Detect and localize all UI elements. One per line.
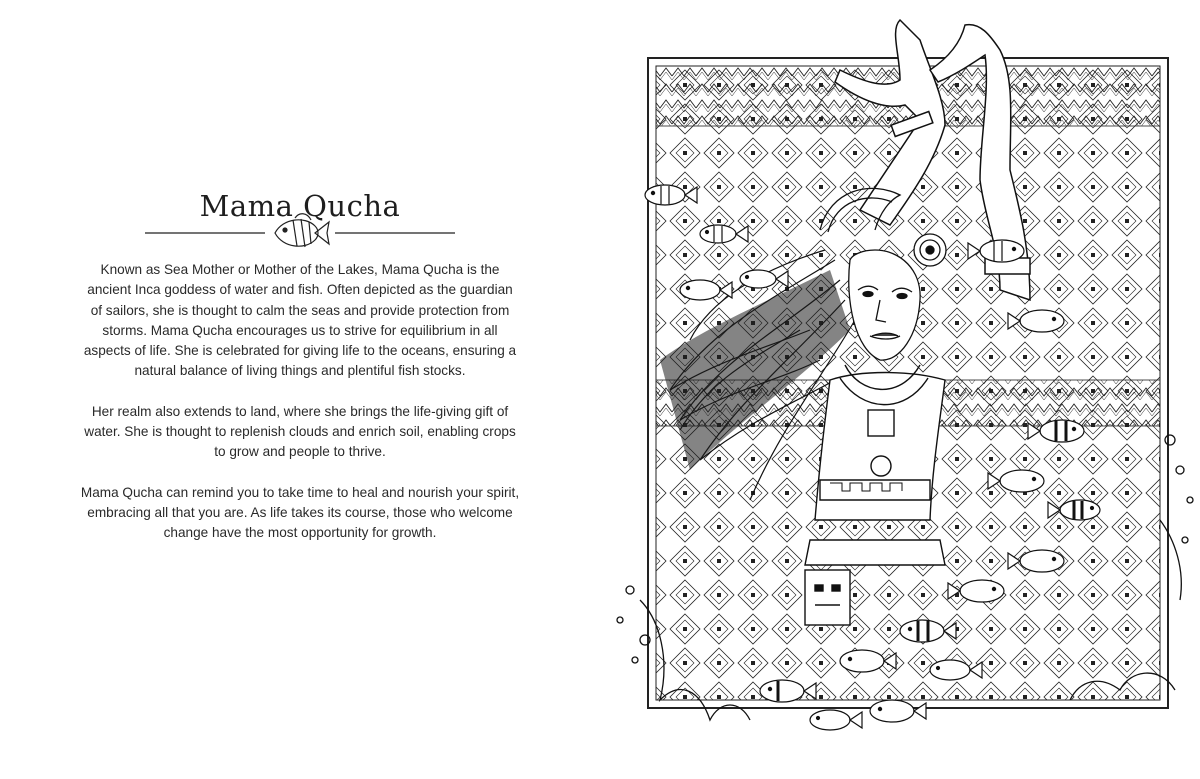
page-title: Mama Qucha [199, 189, 401, 224]
fish-icon [275, 214, 329, 247]
right-page [600, 0, 1200, 779]
title-divider [145, 208, 455, 258]
paragraph-3: Mama Qucha can remind you to take time to heal and nourish your spirit, embracing all that you are. As life takes its course, those who welcome change have the most opportunity for growth. [80, 484, 520, 541]
goddess-illustration [600, 0, 1200, 779]
description-text [80, 260, 520, 564]
paragraph-1: Known as Sea Mother or Mother of the Lakes, Mama Qucha is the ancient Inca goddess of water and fish. Often depicted as the guardian of sailors, she is thought to calm the seas and provide protection from storms. Mama Qucha encourages us to strive for equilibrium in all aspects of life. She is celebrated for giving life to the oceans, ensuring a natural balance of living things and plentiful fish stocks. [83, 262, 517, 379]
paragraph-2: Her realm also extends to land, where she brings the life-giving gift of water. She is thought to replenish clouds and enrich soil, enabling crops to grow and people to thrive. [84, 403, 516, 460]
